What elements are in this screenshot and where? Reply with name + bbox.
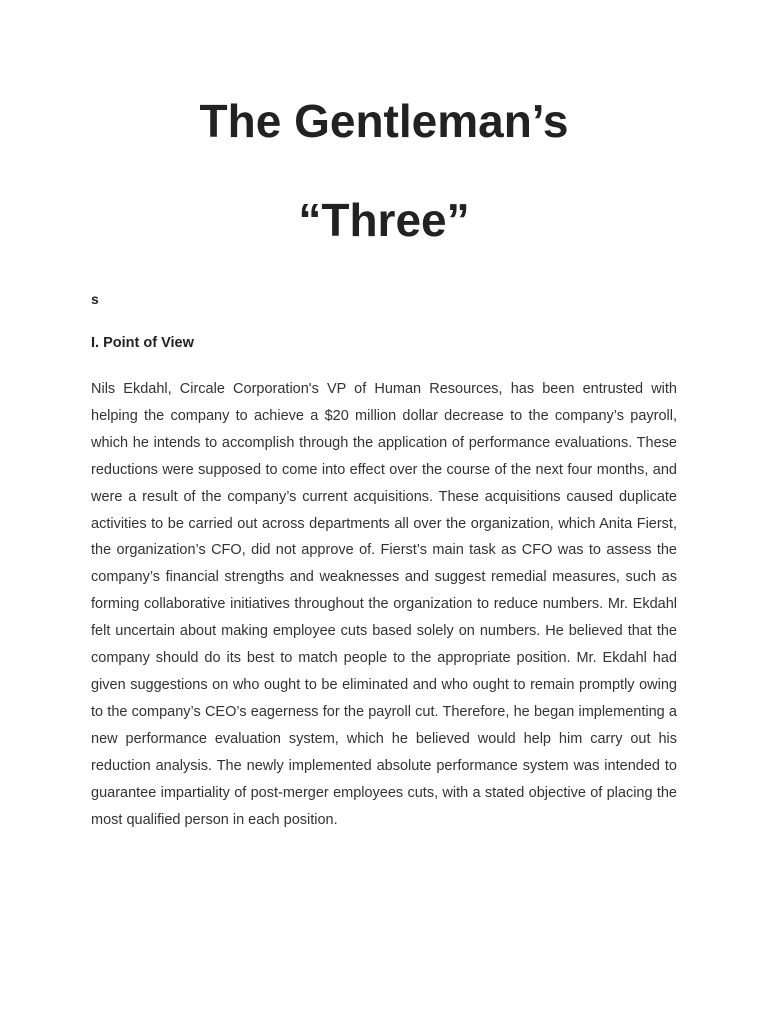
document-title-line-2: “Three” xyxy=(298,194,470,246)
body-paragraph: Nils Ekdahl, Circale Corporation's VP of Human Resources, has been entrusted with helping the company to achieve a $20 million dollar decrease to the company’s payroll, which he intends to accomplish through the application of performance evaluations. These reductions were supposed to come into effect over the course of the next four months, and were a result of the company’s current acquisitions. These acquisitions caused duplicate activities to be carried out across departments all over the organization, which Anita Fierst, the organization’s CFO, did not approve of. Fierst’s main task as CFO was to assess the company’s financial strengths and weaknesses and suggest remedial measures, such as forming collaborative initiatives throughout the organization to reduce numbers. Mr. Ekdahl felt uncertain about making employee cuts based solely on numbers. He believed that the company should do its best to match people to the appropriate position. Mr. Ekdahl had given suggestions on who ought to be eliminated and who ought to remain promptly owing to the company’s CEO’s eagerness for the payroll cut. Therefore, he began implementing a new performance evaluation system, which he believed would help him carry out his reduction analysis. The newly implemented absolute performance system was intended to guarantee impartiality of post-merger employees cuts, with a stated objective of placing the most qualified person in each position. xyxy=(91,381,677,828)
stray-text: s xyxy=(91,291,99,307)
section-heading: I. Point of View xyxy=(91,335,194,351)
document-title-line-1: The Gentleman’s xyxy=(199,95,569,147)
